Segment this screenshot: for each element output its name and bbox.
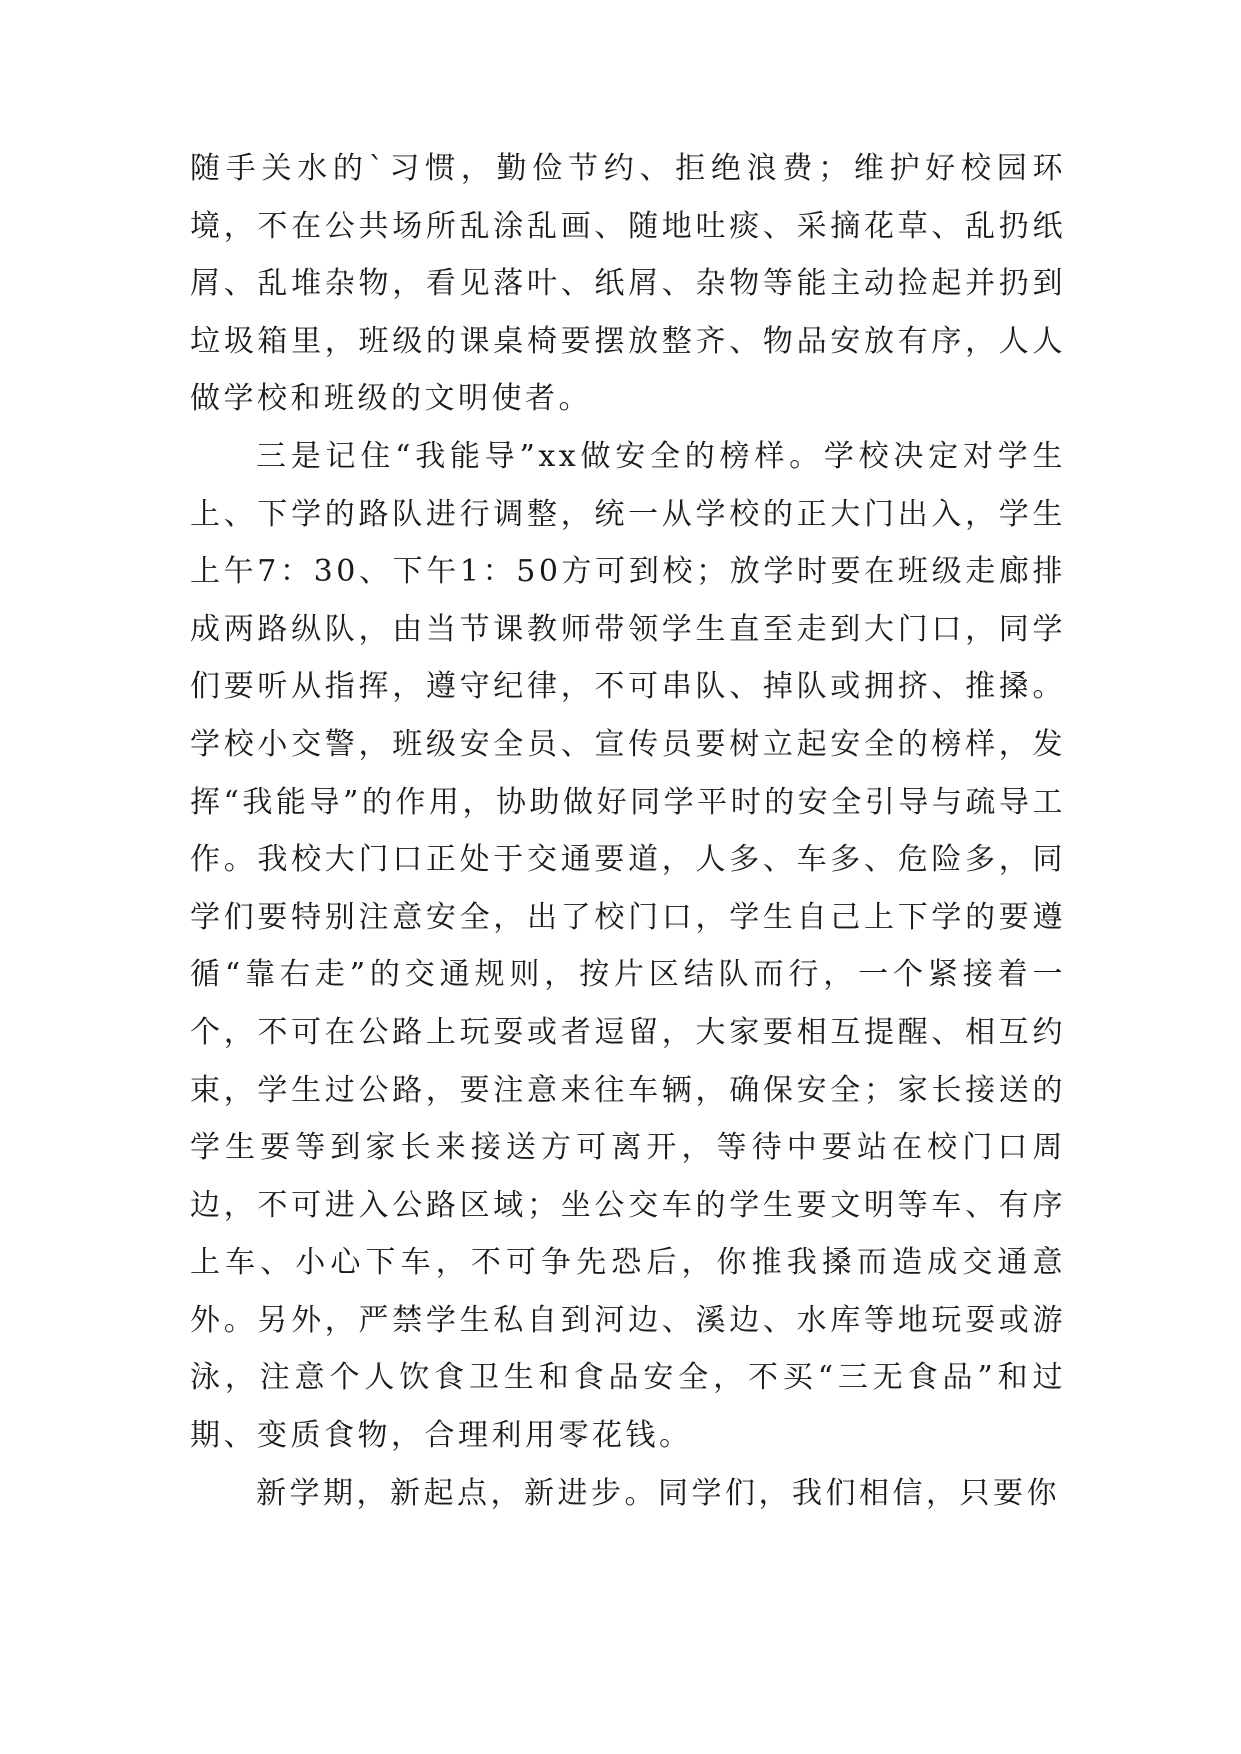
paragraph-continued: 随手关水的`习惯，勤俭节约、拒绝浪费；维护好校园环境，不在公共场所乱涂乱画、随地吐痰、采摘花草、乱扔纸屑、乱堆杂物，看见落叶、纸屑、杂物等能主动捡起并扔到垃圾箱里，班级的课桌椅要摆放整齐、物品安放有序，人人做学校和班级的文明使者。 xyxy=(190,151,1066,417)
paragraph-safety: 三是记住“我能导”xx做安全的榜样。学校决定对学生上、下学的路队进行调整，统一从学校的正大门出入，学生上午7：30、下午1：50方可到校；放学时要在班级走廊排成两路纵队，由当节课教师带领学生直至走到大门口，同学们要听从指挥，遵守纪律，不可串队、掉队或拥挤、推搡。学校小交警，班级安全员、宣传员要树立起安全的榜样，发挥“我能导”的作用，协助做好同学平时的安全引导与疏导工作。我校大门口正处于交通要道，人多、车多、危险多，同学们要特别注意安全，出了校门口，学生自己上下学的要遵循“靠右走”的交通规则，按片区结队而行，一个紧接着一个，不可在公路上玩耍或者逗留，大家要相互提醒、相互约束，学生过公路，要注意来往车辆，确保安全；家长接送的学生要等到家长来接送方可离开，等待中要站在校门口周边，不可进入公路区域；坐公交车的学生要文明等车、有序上车、小心下车，不可争先恐后，你推我搡而造成交通意外。另外，严禁学生私自到河边、溪边、水库等地玩耍或游泳，注意个人饮食卫生和食品安全，不买“三无食品”和过期、变质食物，合理利用零花钱。 xyxy=(190,438,1066,1454)
paragraph-closing: 新学期，新起点，新进步。同学们，我们相信，只要你 xyxy=(256,1475,1060,1511)
document-page xyxy=(190,140,1066,1522)
